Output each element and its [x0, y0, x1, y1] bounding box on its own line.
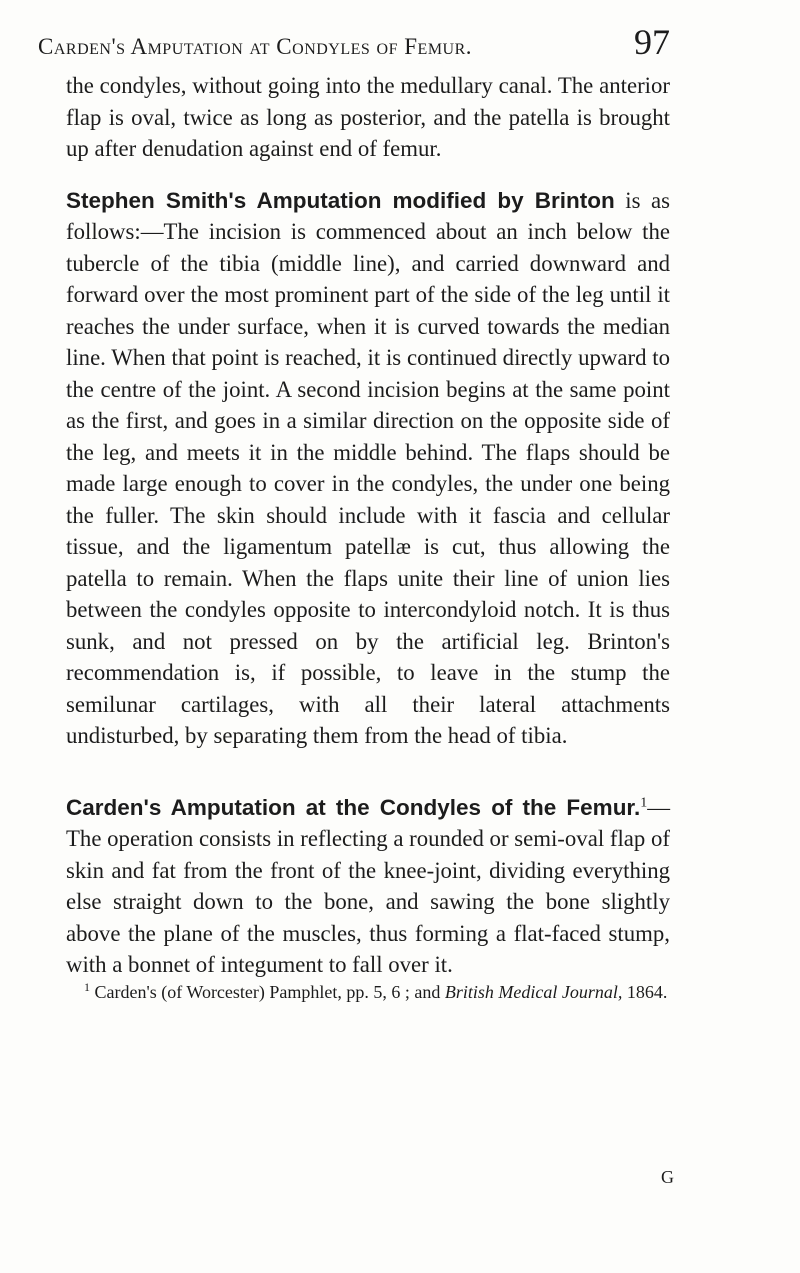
signature-mark: G — [661, 1167, 674, 1187]
footnote-year: 1864. — [622, 981, 668, 1002]
running-head — [38, 20, 670, 60]
running-head-title: Carden's Amputation at Condyles of Femur. — [38, 34, 473, 59]
section-heading-smith: Stephen Smith's Amputation modified by Brinton — [66, 187, 615, 213]
paragraph-text: — The operation consists in reflecting a rounded or semi-oval flap of skin and fat from the front of the knee-joint, dividing everything else straight down to the bone, and sawing the bone slightly above the plane of the muscles, thus forming a flat-faced stump, with a bonnet of integument to fall over it. — [66, 794, 670, 977]
footnote-text: Carden's (of Worcester) Pamphlet, pp. 5, 6 ; and — [90, 981, 445, 1002]
paragraph-carden-amputation — [66, 792, 670, 981]
section-heading-carden: Carden's Amputation at the Condyles of the Femur. — [66, 794, 641, 820]
paragraph-text: is as follows:—The incision is commenced about an inch below the tubercle of the tibia (middle line), and carried downward and forward over the most prominent part of the side of the leg until it reaches the under surface, when it is curved towards the median line. When that point is reached, it is continued directly upward to the centre of the joint. A second incision begins at the same point as the first, and goes in a similar direction on the opposite side of the leg, and meets it in the middle behind. The flaps should be made large enough to cover in the condyles, the under one being the fuller. The skin should include with it fascia and cellular tissue, and the ligamentum patellæ is cut, thus allowing the patella to remain. When the flaps unite their line of union lies between the condyles opposite to intercondyloid notch. It is thus sunk, and not pressed on by the artificial leg. Brinton's recommendation is, if possible, to leave in the stump the semilunar cartilages, with all their lateral attachments undisturbed, by separating them from the head of tibia. — [66, 187, 670, 748]
body-text — [66, 70, 670, 1004]
footnote — [66, 981, 670, 1004]
footnote-reference: 1 — [640, 794, 648, 810]
footnote-mark: 1 — [84, 979, 90, 994]
paragraph-smith-amputation — [66, 185, 670, 752]
paragraph-continuation — [66, 70, 670, 165]
footnote-journal-title: British Medical Journal, — [444, 981, 623, 1002]
paragraph-text: the condyles, without going into the medullary canal. The anterior flap is oval, twice as long as posterior, and the patella is brought up after denudation against end of femur. — [66, 73, 670, 161]
page-number: 97 — [634, 22, 670, 62]
